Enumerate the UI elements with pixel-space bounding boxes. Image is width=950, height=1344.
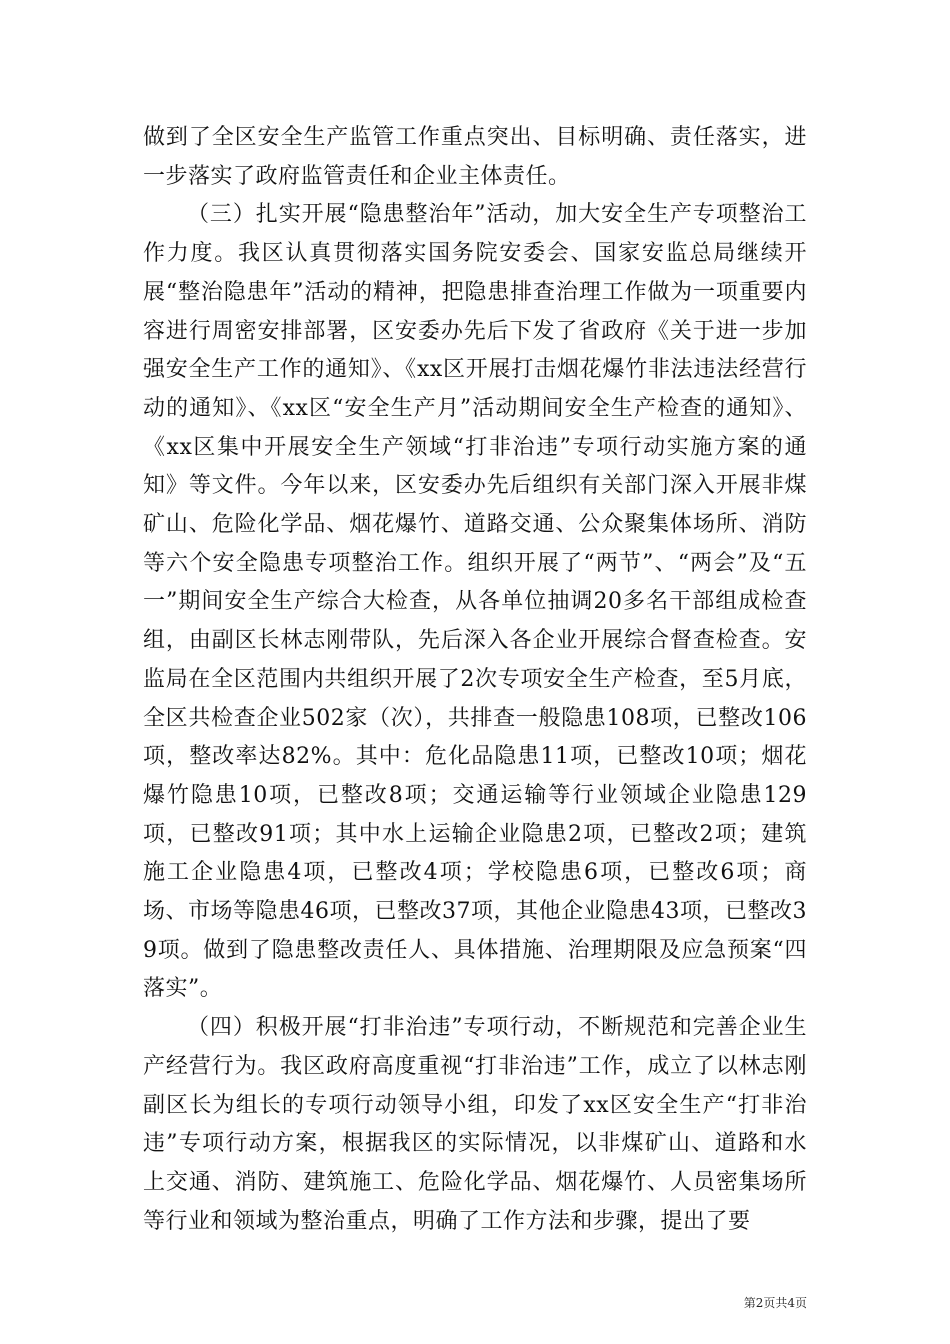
paragraph-section-3: （三）扎实开展“隐患整治年”活动，加大安全生产专项整治工作力度。我区认真贯彻落实国务院安委会、国家安监总局继续开展“整治隐患年”活动的精神，把隐患排查治理工作做为一项重要内容进行周密安排部署，区安委办先后下发了省政府《关于进一步加强安全生产工作的通知》、《xx区开展打击烟花爆竹非法违法经营行动的通知》、《xx区“安全生产月”活动期间安全生产检查的通知》、《xx区集中开展安全生产领域“打非治违”专项行动实施方案的通知》等文件。今年以来，区安委办先后组织有关部门深入开展非煤矿山、危险化学品、烟花爆竹、道路交通、公众聚集体场所、消防等六个安全隐患专项整治工作。组织开展了“两节”、“两会”及“五一”期间安全生产综合大检查，从各单位抽调20多名干部组成检查组，由副区长林志刚带队，先后深入各企业开展综合督查检查。安监局在全区范围内共组织开展了2次专项安全生产检查，至5月底，全区共检查企业502家（次），共排查一般隐患108项，已整改106项，整改率达82%。其中：危化品隐患11项，已整改10项；烟花爆竹隐患10项，已整改8项；交通运输等行业领域企业隐患129项，已整改91项；其中水上运输企业隐患2项，已整改2项；建筑施工企业隐患4项，已整改4项；学校隐患6项，已整改6项；商场、市场等隐患46项，已整改37项，其他企业隐患43项，已整改39项。做到了隐患整改责任人、具体措施、治理期限及应急预案“四落实”。	[143, 202, 807, 1002]
page-number: 第2页共4页	[743, 1296, 807, 1310]
paragraph-continuation: 做到了全区安全生产监管工作重点突出、目标明确、责任落实，进一步落实了政府监管责任和企业主体责任。	[143, 125, 807, 189]
document-body	[143, 119, 807, 1241]
paragraph-section-4: （四）积极开展“打非治违”专项行动，不断规范和完善企业生产经营行为。我区政府高度重视“打非治违”工作，成立了以林志刚副区长为组长的专项行动领导小组，印发了xx区安全生产“打非治违”专项行动方案，根据我区的实际情况，以非煤矿山、道路和水上交通、消防、建筑施工、危险化学品、烟花爆竹、人员密集场所等行业和领域为整治重点，明确了工作方法和步骤，提出了要	[143, 1015, 807, 1234]
